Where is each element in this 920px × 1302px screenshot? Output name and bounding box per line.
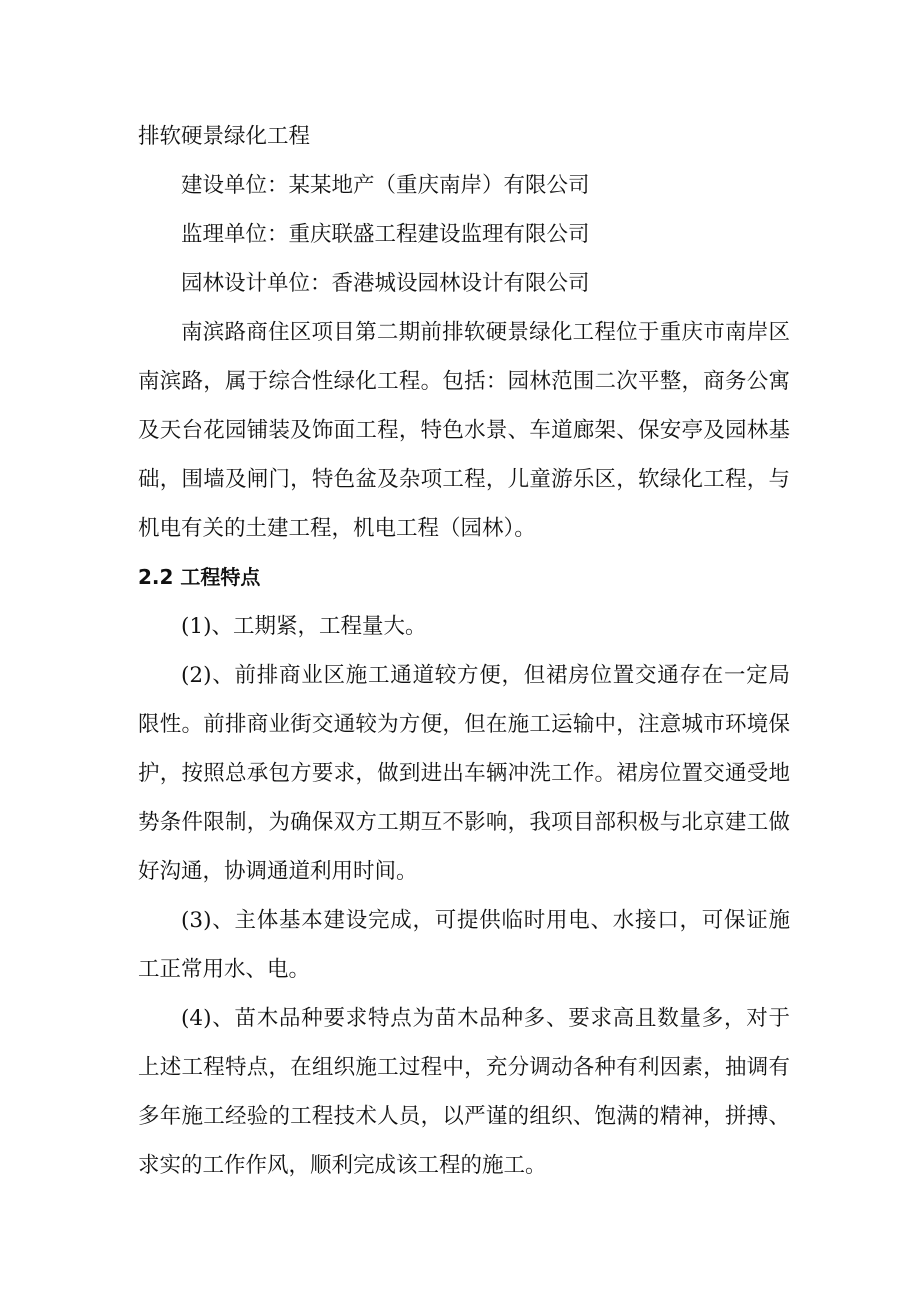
paragraph-project-name: 排软硬景绿化工程: [138, 124, 311, 149]
document-body: [138, 112, 790, 1190]
feature-item-4: (4)、苗木品种要求特点为苗木品种多、要求高且数量多，对于上述工程特点，在组织施工过程中，充分调动各种有利因素，抽调有多年施工经验的工程技术人员，以严谨的组织、饱满的精神，拼搏、求实的工作作风，顺利完成该工程的施工。: [138, 1006, 790, 1178]
paragraph-construction-unit: 建设单位：某某地产（重庆南岸）有限公司: [181, 173, 590, 198]
section-heading: 2.2 工程特点: [138, 565, 261, 589]
feature-item-2: (2)、前排商业区施工通道较方便，但裙房位置交通存在一定局限性。前排商业街交通较为方便，但在施工运输中，注意城市环境保护，按照总承包方要求，做到进出车辆冲洗工作。裙房位置交通受地势条件限制，为确保双方工期互不影响，我项目部积极与北京建工做好沟通，协调通道利用时间。: [138, 663, 790, 884]
paragraph-supervision-unit: 监理单位：重庆联盛工程建设监理有限公司: [181, 222, 590, 247]
feature-item-3: (3)、主体基本建设完成，可提供临时用电、水接口，可保证施工正常用水、电。: [138, 908, 790, 982]
paragraph-project-overview: 南滨路商住区项目第二期前排软硬景绿化工程位于重庆市南岸区南滨路，属于综合性绿化工程。包括：园林范围二次平整，商务公寓及天台花园铺装及饰面工程，特色水景、车道廊架、保安亭及园林基础，围墙及闸门，特色盆及杂项工程，儿童游乐区，软绿化工程，与机电有关的土建工程，机电工程（园林）。: [138, 320, 790, 541]
paragraph-design-unit: 园林设计单位：香港城设园林设计有限公司: [181, 271, 590, 296]
feature-item-1: (1)、工期紧，工程量大。: [181, 614, 427, 639]
